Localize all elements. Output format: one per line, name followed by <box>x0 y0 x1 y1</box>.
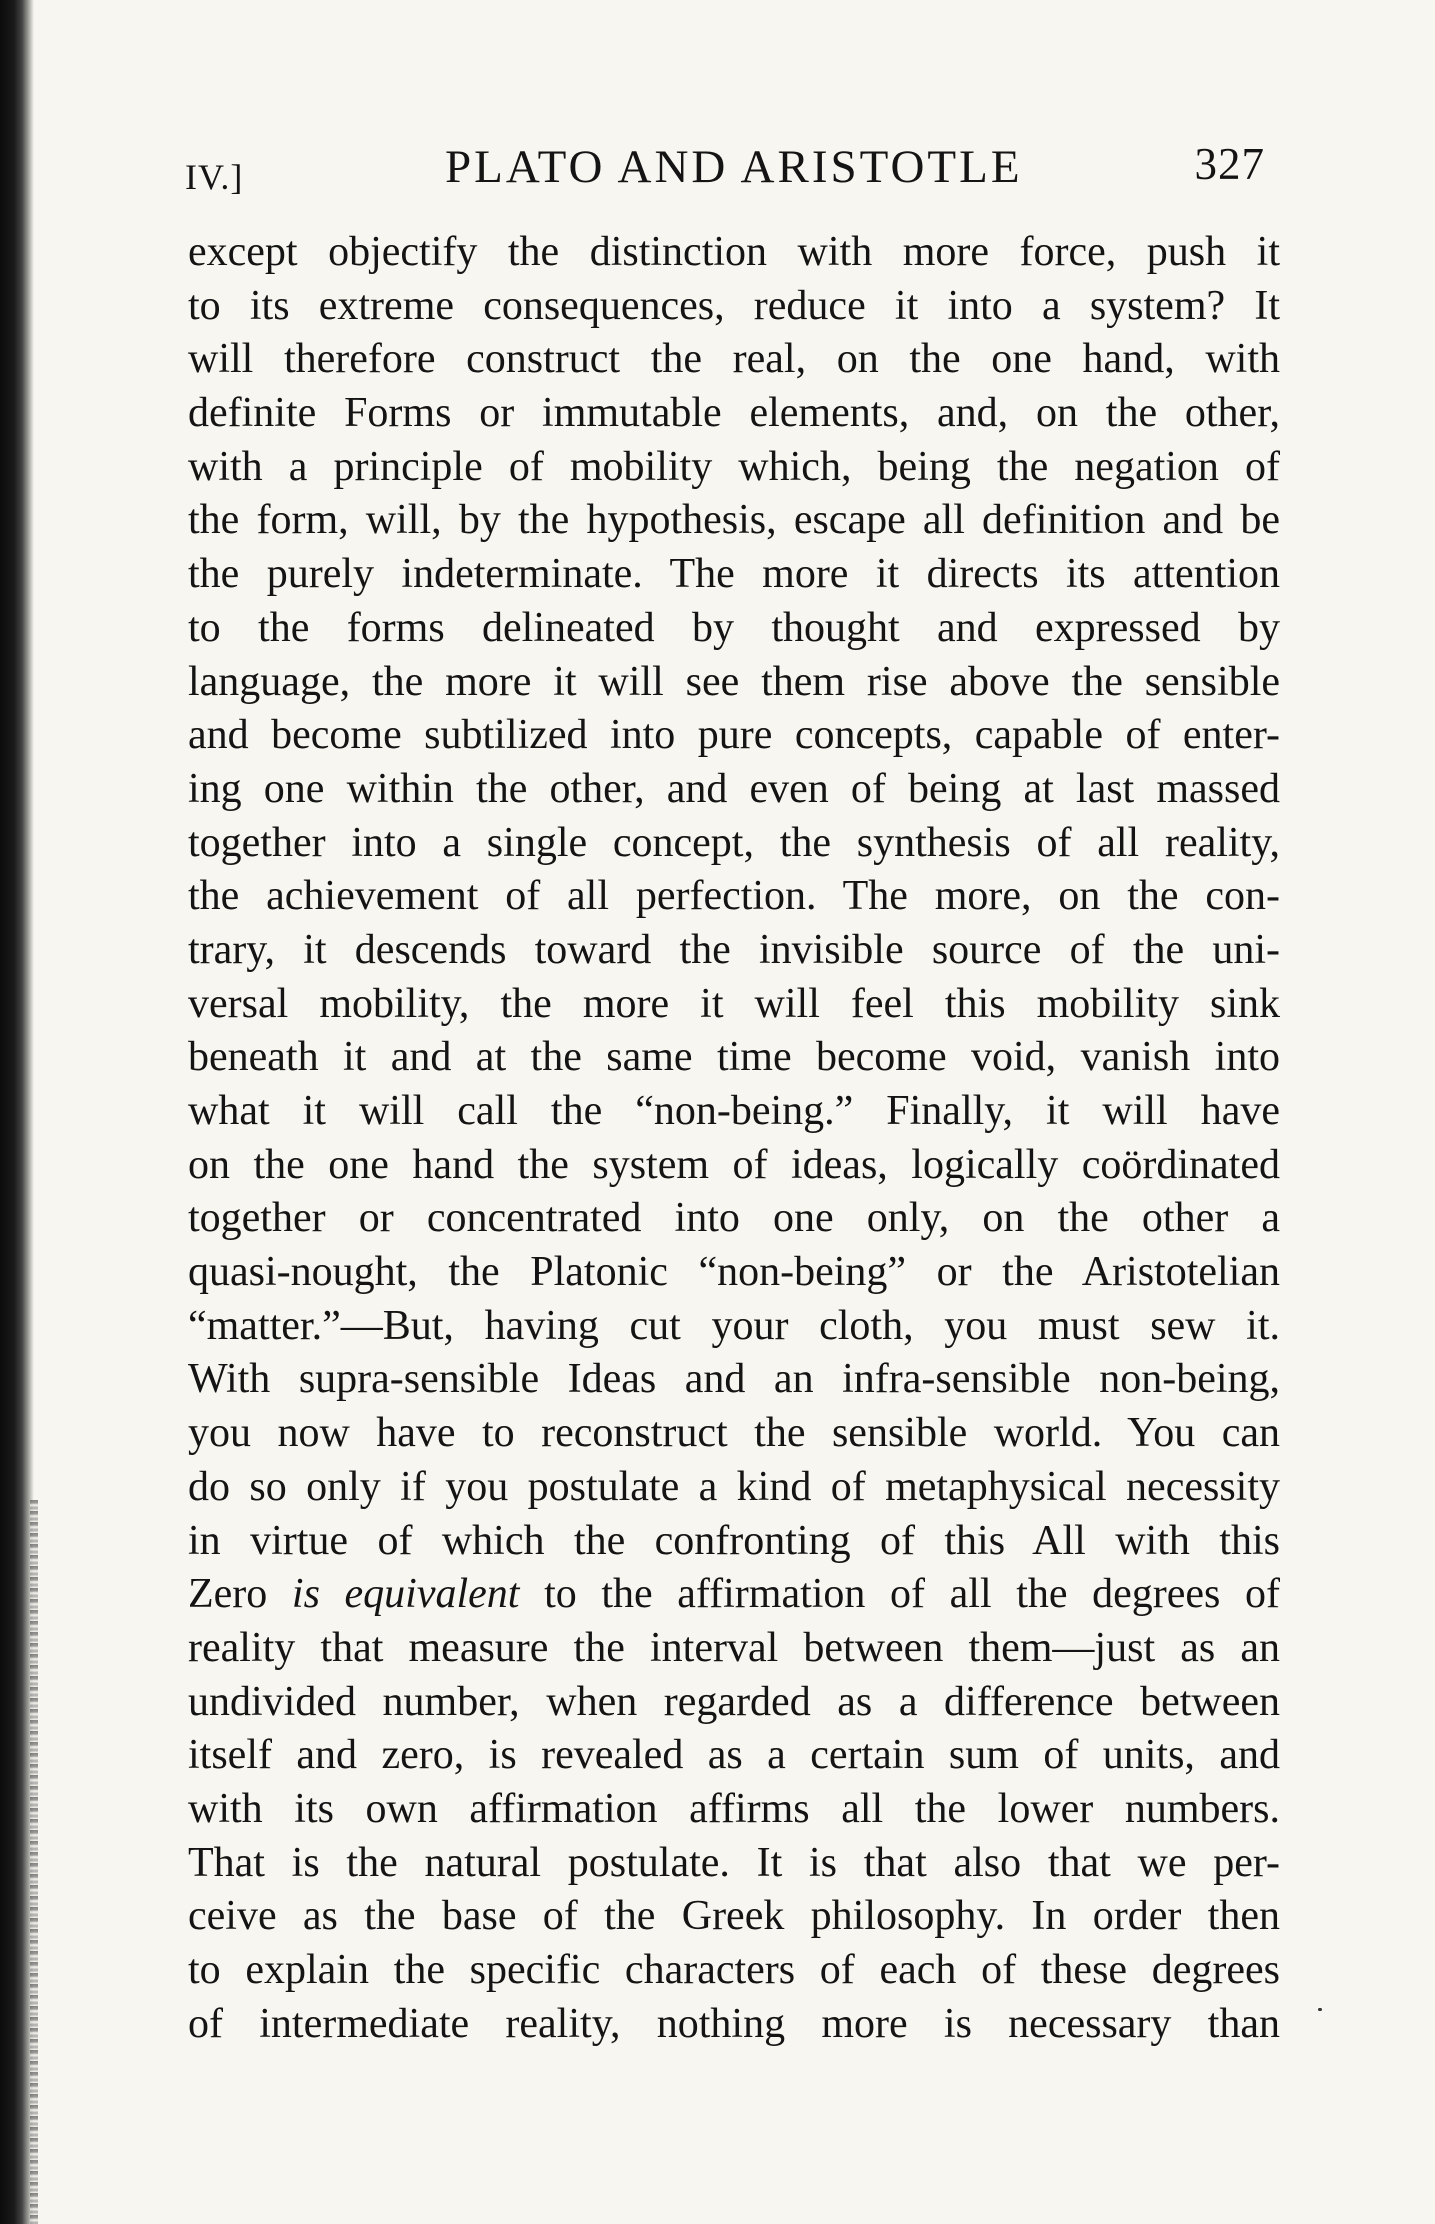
text-line: With supra-sensible Ideas and an infra-sensible non-being, <box>188 1356 1280 1403</box>
text-line: quasi-nought, the Platonic “non-being” or the Aristotelian <box>188 1249 1280 1296</box>
text-line: you now have to reconstruct the sensible world. You can <box>188 1410 1280 1457</box>
text-line: the achievement of all perfection. The more, on the con- <box>188 873 1280 920</box>
binding-edge-speckle <box>30 1500 38 2224</box>
text-line: do so only if you postulate a kind of metaphysical necessity <box>188 1463 1280 1510</box>
text-line: “matter.”—But, having cut your cloth, you must sew it. <box>188 1302 1280 1349</box>
text-line: the purely indeterminate. The more it directs its attention <box>188 551 1280 598</box>
text-line: language, the more it will see them rise above the sensible <box>188 658 1280 705</box>
text-line: and become subtilized into pure concepts, capable of enter- <box>188 712 1280 759</box>
text-line: trary, it descends toward the invisible source of the uni- <box>188 926 1280 973</box>
emphasis-text: is equivalent <box>291 1571 520 1618</box>
text-line: That is the natural postulate. It is that also that we per- <box>188 1839 1280 1886</box>
text-line: to explain the specific characters of each of these degrees <box>188 1947 1280 1993</box>
text-line: undivided number, when regarded as a difference between <box>188 1678 1280 1725</box>
text-line: with a principle of mobility which, being the negation of <box>188 443 1280 490</box>
text-line: the form, will, by the hypothesis, escape all definition and be <box>188 497 1280 544</box>
binding-gutter-shadow <box>0 0 34 2224</box>
text-segment: to the affirmation of all the degrees of <box>544 1571 1280 1618</box>
text-line: together into a single concept, the synthesis of all reality, <box>188 819 1280 866</box>
running-title: PLATO AND ARISTOTLE <box>445 141 1023 193</box>
text-line: reality that measure the interval between them—just as an <box>188 1624 1280 1671</box>
text-line: ing one within the other, and even of being at last massed <box>188 765 1280 812</box>
page-number: 327 <box>1194 139 1265 189</box>
ink-fleck <box>1318 2008 1322 2011</box>
text-line-with-emphasis <box>188 1568 1280 1622</box>
text-line: on the one hand the system of ideas, logically coördinated <box>188 1141 1280 1188</box>
section-number: IV.] <box>185 157 244 197</box>
text-line: versal mobility, the more it will feel this mobility sink <box>188 980 1280 1027</box>
text-line: what it will call the “non-being.” Finally, it will have <box>188 1088 1280 1134</box>
text-line: in virtue of which the confronting of this All with this <box>188 1517 1280 1564</box>
text-line: definite Forms or immutable elements, and, on the other, <box>188 390 1280 437</box>
text-line: beneath it and at the same time become void, vanish into <box>188 1034 1280 1081</box>
text-line: except objectify the distinction with more force, push it <box>188 229 1280 275</box>
running-header <box>185 132 1275 202</box>
text-segment: Zero <box>188 1571 268 1618</box>
text-line: to the forms delineated by thought and expressed by <box>188 604 1280 651</box>
text-line: together or concentrated into one only, on the other a <box>188 1195 1280 1242</box>
text-line: to its extreme consequences, reduce it into a system? It <box>188 282 1280 329</box>
text-line: of intermediate reality, nothing more is necessary than <box>188 2000 1280 2047</box>
body-text <box>188 226 1280 2051</box>
text-line: will therefore construct the real, on the one hand, with <box>188 336 1280 383</box>
text-line: with its own affirmation affirms all the lower numbers. <box>188 1785 1280 1832</box>
text-line: ceive as the base of the Greek philosophy. In order then <box>188 1893 1280 1940</box>
text-line: itself and zero, is revealed as a certain sum of units, and <box>188 1732 1280 1779</box>
